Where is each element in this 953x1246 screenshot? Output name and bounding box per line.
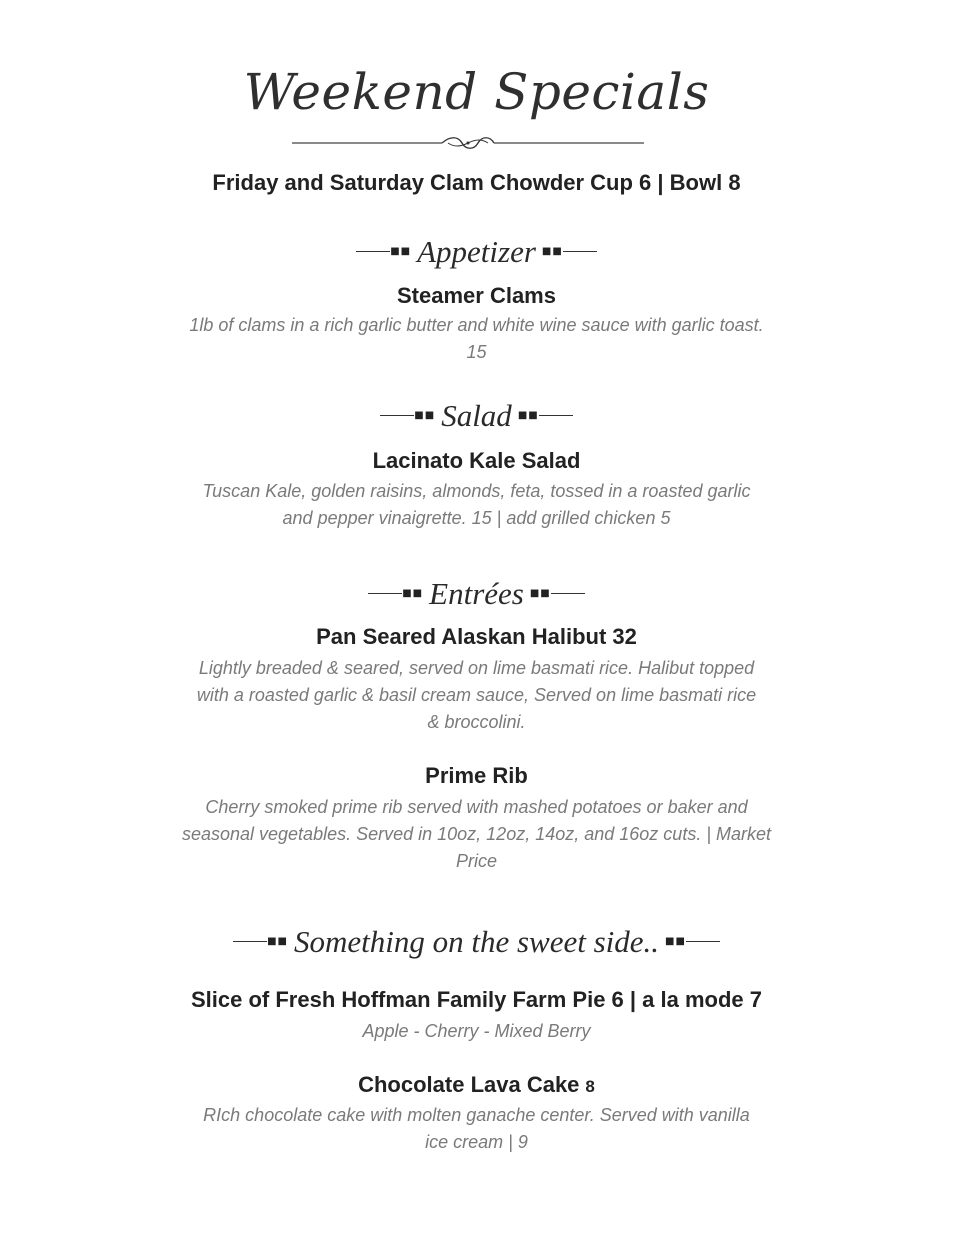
- section-heading-salad: [0, 396, 953, 436]
- description-line: Cherry smoked prime rib served with mashed potatoes or baker and: [205, 797, 748, 817]
- double-square-bullet-icon: ■■: [402, 587, 424, 599]
- section-heading-dessert: [0, 922, 953, 962]
- description-line: RIch chocolate cake with molten ganache center. Served with vanilla: [203, 1105, 750, 1125]
- item-description: [130, 478, 823, 532]
- divider-line: [686, 941, 720, 942]
- section-label: Entrées: [429, 576, 524, 611]
- item-name: Steamer Clams: [397, 283, 556, 308]
- divider-line: [539, 415, 573, 416]
- scroll-flourish-icon: [292, 133, 644, 153]
- double-square-bullet-icon: ■■: [517, 409, 539, 421]
- section-label: Salad: [441, 398, 512, 433]
- item-name: Lacinato Kale Salad: [372, 448, 581, 473]
- item-price: 8: [585, 1077, 595, 1096]
- description-line: ice cream | 9: [425, 1132, 528, 1152]
- section-label: Something on the sweet side..: [293, 924, 660, 959]
- description-line: 1lb of clams in a rich garlic butter and white wine sauce with garlic toast.: [189, 315, 764, 335]
- divider-line: [233, 941, 267, 942]
- item-description: [130, 312, 823, 366]
- double-square-bullet-icon: ■■: [541, 245, 563, 257]
- page-title: Weekend Specials: [243, 63, 710, 121]
- section-label: Appetizer: [417, 234, 536, 269]
- description-line: 15: [466, 342, 487, 362]
- divider-line: [563, 251, 597, 252]
- item-name-row: [0, 1070, 953, 1102]
- double-square-bullet-icon: ■■: [267, 935, 288, 947]
- description-line: Apple - Cherry - Mixed Berry: [362, 1021, 591, 1041]
- item-description: [130, 794, 823, 875]
- double-square-bullet-icon: ■■: [414, 409, 436, 421]
- item-name: Prime Rib: [425, 763, 528, 788]
- item-name: Slice of Fresh Hoffman Family Farm Pie 6 | a la mode 7: [190, 987, 762, 1012]
- double-square-bullet-icon: ■■: [665, 935, 686, 947]
- item-description: [130, 1102, 823, 1156]
- description-line: and pepper vinaigrette. 15 | add grilled chicken 5: [282, 508, 671, 528]
- divider-line: [356, 251, 390, 252]
- item-description: [130, 655, 823, 736]
- item-description: [130, 1018, 823, 1045]
- item-name: Pan Seared Alaskan Halibut 32: [316, 624, 637, 649]
- section-heading-appetizer: [0, 232, 953, 272]
- description-line: with a roasted garlic & basil cream sauce, Served on lime basmati rice: [196, 685, 757, 705]
- description-line: Tuscan Kale, golden raisins, almonds, feta, tossed in a roasted garlic: [202, 481, 751, 501]
- double-square-bullet-icon: ■■: [390, 245, 412, 257]
- chowder-special: Friday and Saturday Clam Chowder Cup 6 | Bowl 8: [212, 170, 741, 195]
- description-line: Price: [455, 851, 497, 871]
- item-name: Chocolate Lava Cake: [358, 1072, 580, 1097]
- divider-line: [368, 593, 402, 594]
- divider-line: [551, 593, 585, 594]
- divider-line: [380, 415, 414, 416]
- double-square-bullet-icon: ■■: [529, 587, 551, 599]
- description-line: Lightly breaded & seared, served on lime basmati rice. Halibut topped: [198, 658, 755, 678]
- section-heading-entrees: [0, 574, 953, 614]
- description-line: & broccolini.: [427, 712, 526, 732]
- description-line: seasonal vegetables. Served in 10oz, 12oz, 14oz, and 16oz cuts. | Market: [181, 824, 772, 844]
